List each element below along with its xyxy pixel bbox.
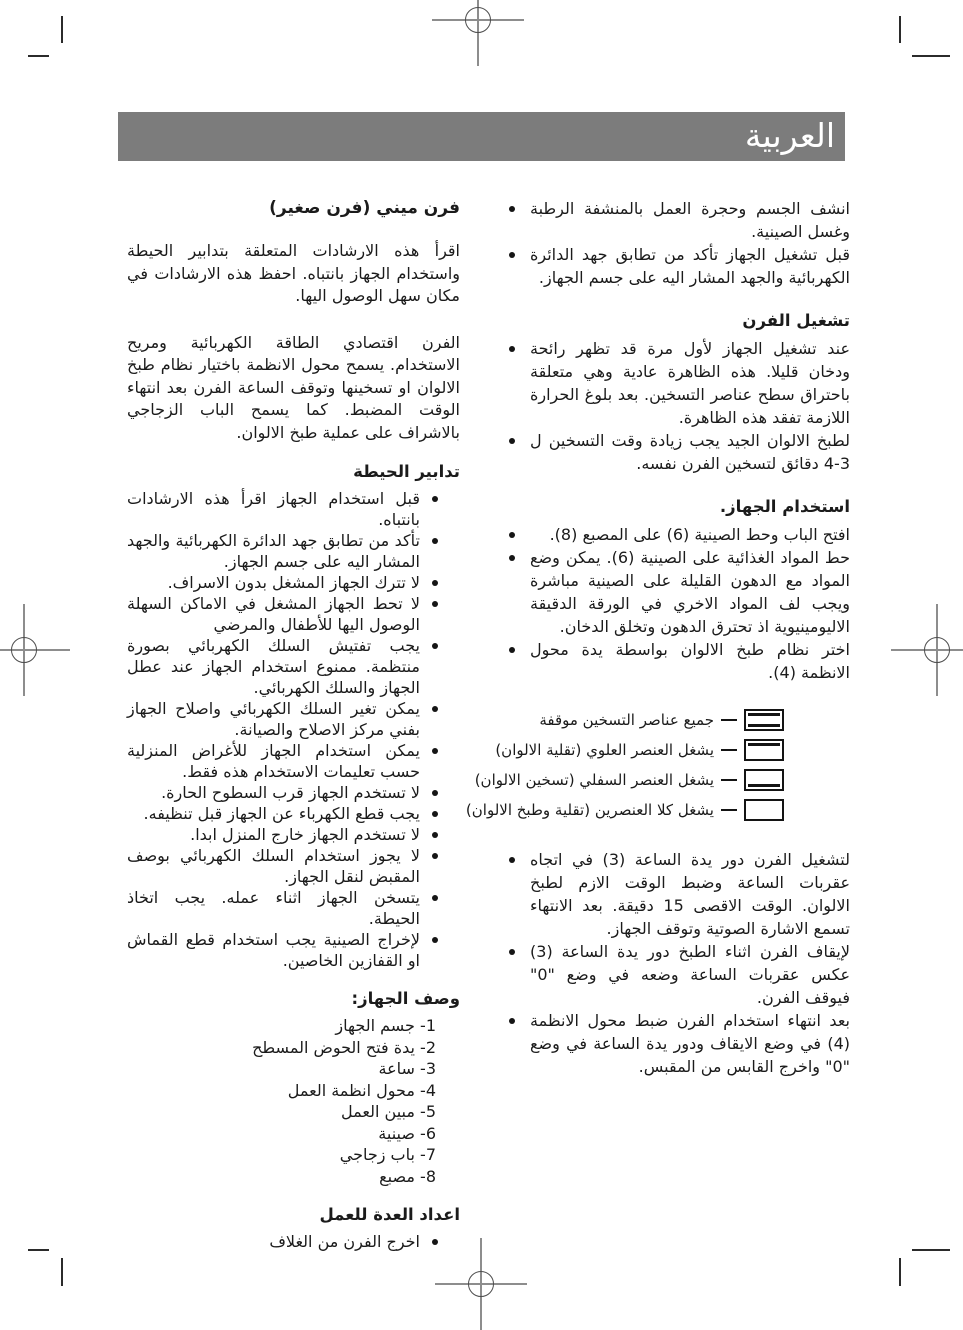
list-item: انشف الجسم وحجرة العمل بالمنشفة الرطبة وغسل الصينية. [504,197,850,243]
oven-element-symbol-none-icon [744,799,784,821]
list-item: 7- باب زجاجي [339,1145,436,1164]
legend-connector-line [721,809,737,811]
oven-element-symbol-top-icon [744,739,784,761]
crop-mark-icon [28,55,49,57]
legend-row [504,708,784,732]
crop-mark-icon [28,1249,49,1251]
list-item: 5- مبين العمل [341,1102,436,1121]
list-item: لطبخ الالوان الجيد يجب زيادة وقت التسخين ل 3-4 دقائق لتسخين الفرن نفسه. [504,429,850,475]
list-item: 6- صينية [378,1123,436,1143]
page-title: فرن ميني (فرن صغير) [269,198,460,218]
list-item: قبل تشغيل الجهاز تأكد من تطابق جهد الدائرة الكهربائية والجهد المشار اليه على جسم الجهاز. [504,243,850,289]
list-item: يمكن استخدام الجهاز للأغراض المنزلية حسب تعليمات الاستخدام هذه فقط. [127,740,460,782]
crop-mark-icon [899,16,901,43]
oven-element-symbol-both-icon [744,709,784,731]
list-item: 1- جسم الجهاز [335,1016,436,1035]
list-item: يجب تفتيش السلك الكهربائي بصورة منتظمة. ممنوع استخدام الجهاز عند عطل الجهاز والسلك الكهربائي. [127,635,460,698]
list-item: اختر نظام طبخ الالوان بواسطة يدة محول الانظمة (4). [504,638,850,684]
list-item: بعد انتهاء استخدام الفرن ضبط محول الانظمة (4) في وضع الايقاف ودور يدة الساعة في وضع "0" واخرج القابس من المقبس. [504,1009,850,1078]
list-item: لا تستخدم الجهاز خارج المنزل ابدا. [127,824,460,845]
precautions-list [127,488,460,971]
list-item: لا تستخدم الجهاز قرب السطوح الحارة. [127,782,460,803]
crop-mark-icon [912,1249,950,1251]
parts-list [127,1015,460,1187]
list-item: افتح الباب وحط الصينية (6) على المصبع (8). [504,523,850,546]
setup-list [127,1231,460,1252]
legend-row [465,798,784,822]
column-right [465,197,851,1098]
list-item: لا يجوز استخدام السلك الكهربائي بوصف المقبض لنقل الجهاز. [127,845,460,887]
column-left [127,197,460,1254]
crop-mark-icon [61,16,63,43]
legend-connector-line [721,779,737,781]
list-item: يجب قطع الكهرباء عن الجهاز قبل تنظيفه. [127,803,460,824]
intro-paragraph-2: الفرن اقتصادي الطاقة الكهربائية ومريح الاستخدام. يسمح محول الانظمة باختيار نظام طبخ الالوان او تسخينها وتوقف الساعة الفرن بعد انتهاء الوقت المضبط. كما يسمح الباب الزجاجي بالاشراف على عملية طبخ الالوان. [127,332,460,442]
list-item: حط المواد الغذائية على الصينية (6). يمكن وضع المواد مع الدهون القليلة على الصينية مباشرة ويجب لف المواد الاخري في الورقة الدقيقة الاليومينيوية اذ تحترق الدهون وتخلق الدخان. [504,546,850,638]
list-item: 3- ساعة [378,1059,436,1078]
crop-mark-icon [61,1258,63,1286]
intro-bullets-list [504,197,850,289]
list-item: عند تشغيل الجهاز لأول مرة قد تظهر رائحة ودخان قليلا. هذه الظاهرة عادية وهي متعلقة باحتراق سطح عناصر التسخين. بعد بلوغ الحرارة اللازمة تفقد هذه الظاهرة. [504,337,850,429]
language-banner-label: العربية [744,116,835,155]
operating-list [504,337,850,475]
section-heading-using-device: استخدام الجهاز. [719,497,850,516]
list-item: لإيقاف الفرن اثناء الطبخ دور يدة الساعة (3) عكس عقربات الساعة وضعه في وضع "0" فيوقف الفرن. [504,940,850,1009]
heating-elements-legend [465,708,784,822]
list-item: 8- مصبع [379,1166,436,1186]
usage-list [504,523,850,684]
legend-connector-line [721,719,737,721]
section-heading-precautions: تدابير الحيطة [353,462,460,481]
section-heading-device-description: وصف الجهاز: [351,989,460,1008]
list-item: اخرج الفرن من الغلاف [127,1231,460,1252]
legend-row [495,738,784,762]
intro-paragraph-1: اقرأ هذه الارشادات المتعلقة بتدابير الحيطة واستخدام الجهاز بانتباه. احفظ هذه الارشادات في مكان سهل الوصول اليها. [127,241,460,305]
list-item: 4- محول انظمة العمل [287,1080,436,1100]
legend-label: يشغل العنصر السفلي (تسخين الالوان) [474,771,714,789]
timer-instructions-list [504,848,850,1078]
legend-label: يشغل كلا العنصرين (تقلية وطبخ الالوان) [465,801,714,819]
section-heading-operating-oven: تشغيل الفرن [742,311,850,330]
list-item: تأكد من تطابق جهد الدائرة الكهربائية والجهد المشار اليه على جسم الجهاز. [127,530,460,572]
oven-element-symbol-bottom-icon [744,769,784,791]
legend-label: جميع عناصر التسخين موقفة [539,711,714,729]
legend-row [474,768,784,792]
list-item: يمكن تغير السلك الكهربائي واصلاح الجهاز بفني مركز الاصلاح والصيانة. [127,698,460,740]
legend-connector-line [721,749,737,751]
crop-mark-icon [912,55,950,57]
list-item: قبل استخدام الجهاز اقرأ هذه الارشادات بانتباه. [127,488,460,530]
list-item: لإخراج الصينية يجب استخدام قطع القماش او القفازين الخاصين. [127,929,460,971]
list-item: يتسخن الجهاز اثناء عمله. يجب اتخاذ الحيطة. [127,887,460,929]
section-heading-setup: اعداد العدة للعمل [319,1205,460,1224]
list-item: لا تترك الجهاز المشغل بدون الاسراف. [127,572,460,593]
language-banner [118,112,845,161]
list-item: لتشغيل الفرن دور يدة الساعة (3) في اتجاه عقربات الساعة وضبط الوقت الازم لطبخ الالوان. الوقت الاقصى 15 دقيقة. بعد الانتهاء تسمع الاشارة الصوتية وتوقف الجهاز. [504,848,850,940]
list-item: لا تحط الجهاز المشغل في الاماكن السهلة الوصول اليها للأطفال والمرضي [127,593,460,635]
list-item: 2- يدة فتح الحوض المسطح [252,1037,436,1057]
crop-mark-icon [899,1258,901,1286]
legend-label: يشغل العنصر العلوي (تقلية الالوان) [495,741,714,759]
